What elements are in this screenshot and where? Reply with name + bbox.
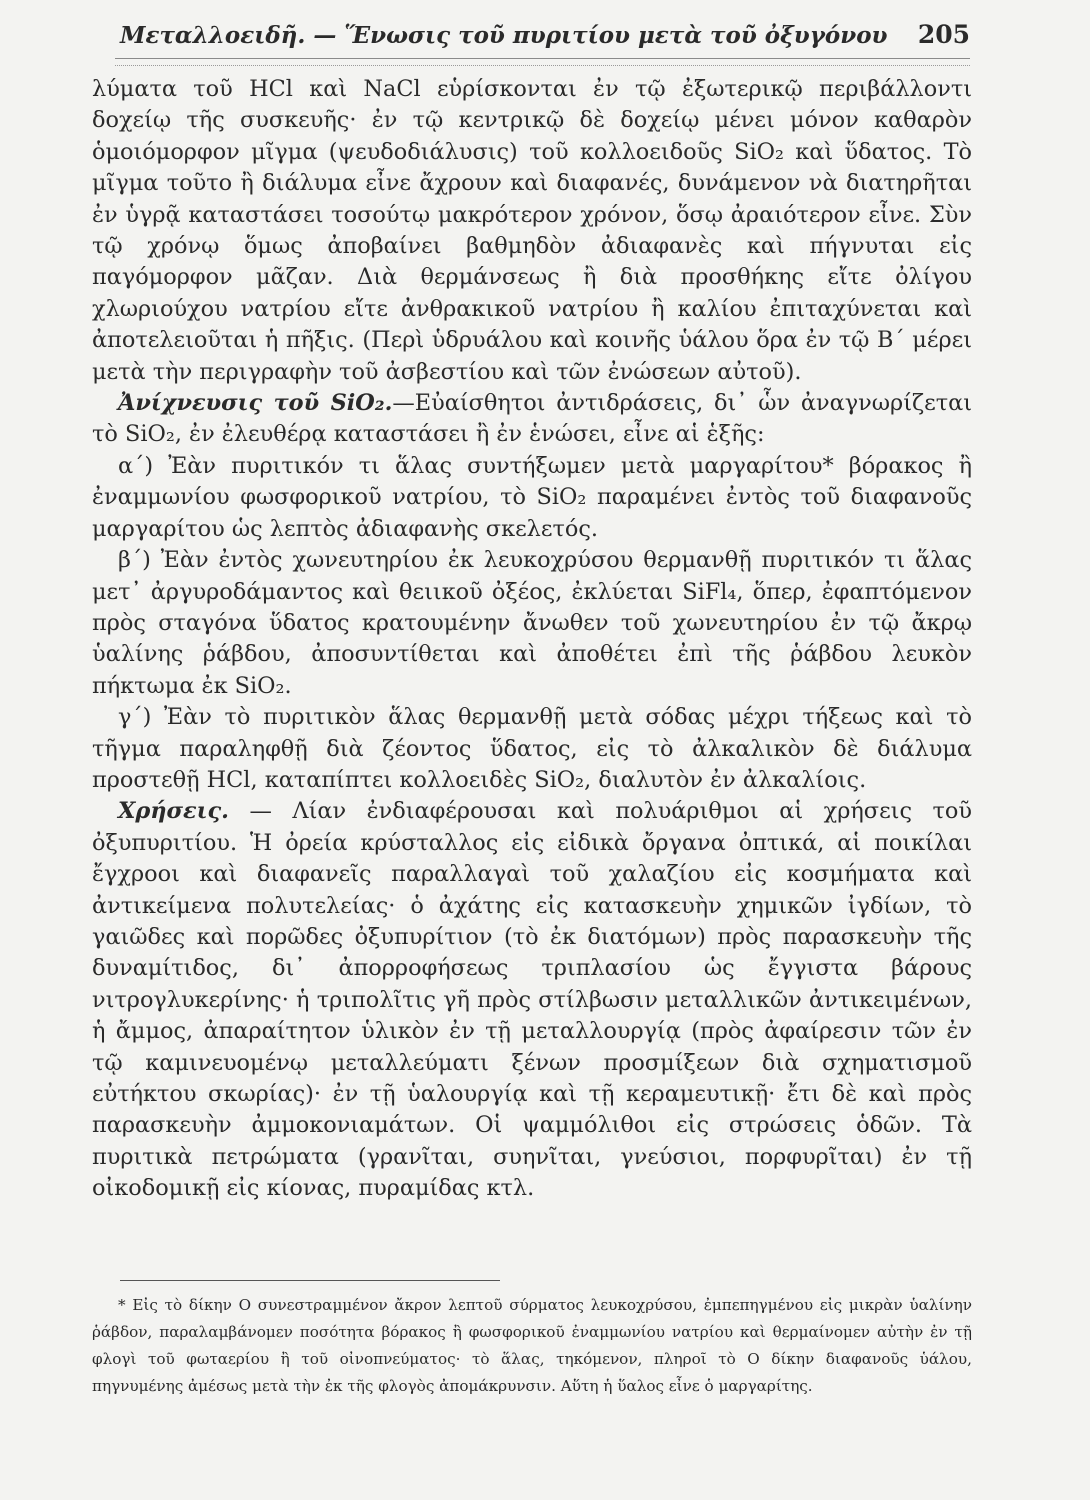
paragraph-detection [92, 388, 972, 451]
list-item-c [92, 702, 972, 796]
footnote: * Εἰς τὸ δίκην Ο συνεστραμμένον ἄκρον λεπτοῦ σύρματος λευκοχρύσου, ἐμπεπηγμένου εἰς μικρὰν ὑαλίνην ῥάβδον, παραλαμβάνομεν ποσότητα βόρακος ἢ φωσφορικοῦ ἐναμμωνίου νατρίου καὶ θερμαίνομεν αὐτὴν ἐν τῇ φλογὶ τοῦ φωταερίου ἢ τοῦ οἰνοπνεύματος· τὸ ἅλας, τηκόμενον, πληροῖ τὸ Ο δίκην διαφανοῦς ὑάλου, πηγνυμένης ἀμέσως μετὰ τὴν ἐκ τῆς φλογὸς ἀπομάκρυνσιν. Αὕτη ἡ ὕαλος εἶνε ὁ μαργαρίτης. [92, 1296, 972, 1395]
list-item-a [92, 451, 972, 545]
running-title: Μεταλλοειδῆ. — Ἕνωσις τοῦ πυριτίου μετὰ τοῦ ὀξυγόνου [120, 22, 888, 49]
header-rule [115, 58, 970, 66]
footnote-rule [120, 1280, 500, 1281]
list-item-b [92, 545, 972, 702]
item-label-b: β΄) [118, 547, 151, 574]
paragraph-uses-text: — Λίαν ἐνδιαφέρουσαι καὶ πολυάριθμοι αἱ χρήσεις τοῦ ὀξυπυριτίου. Ἡ ὀρεία κρύσταλλος εἰς εἰδικὰ ὄργανα ὀπτικά, αἱ ποικίλαι ἔγχροοι καὶ διαφανεῖς παραλλαγαὶ τοῦ χαλαζίου εἰς κοσμήματα καὶ ἀντικείμενα πολυτελείας· ὁ ἀχάτης εἰς κατασκευὴν χημικῶν ἰγδίων, τὸ γαιῶδες καὶ πορῶδες ὀξυπυρίτιον (τὸ ἐκ διατόμων) πρὸς παρασκευὴν τῆς δυναμίτιδος, δι᾽ ἀπορροφήσεως τριπλασίου ὡς ἔγγιστα βάρους νιτρογλυκερίνης· ἡ τριπολῖτις γῆ πρὸς στίλβωσιν μεταλλικῶν ἀντικειμένων, ἡ ἄμμος, ἀπαραίτητον ὑλικὸν ἐν τῇ μεταλλουργίᾳ (πρὸς ἀφαίρεσιν τῶν ἐν τῷ καμινευομένῳ μεταλλεύματι ξένων προσμίξεων διὰ σχηματισμοῦ εὐτήκτου σκωρίας)· ἐν τῇ ὑαλουργίᾳ καὶ τῇ κεραμευτικῇ· ἔτι δὲ καὶ πρὸς παρασκευὴν ἀμμοκονιαμάτων. Οἱ ψαμμόλιθοι εἰς στρώσεις ὁδῶν. Τὰ πυριτικὰ πετρώματα (γρανῖται, συηνῖται, γνεύσιοι, πορφυρῖται) ἐν τῇ οἰκοδομικῇ εἰς κίονας, πυραμίδας κτλ. [92, 798, 972, 1202]
paragraph-uses [92, 796, 972, 1204]
list-item-c-text: Ἐὰν τὸ πυριτικὸν ἅλας θερμανθῇ μετὰ σόδας μέχρι τήξεως καὶ τὸ τῆγμα παραληφθῇ διὰ ζέοντος ὕδατος, εἰς τὸ ἀλκαλικὸν δὲ διάλυμα προστεθῇ HCl, καταπίπτει κολλοειδὲς SiO₂, διαλυτὸν ἐν ἀλκαλίοις. [92, 704, 972, 793]
heading-uses: Χρήσεις. [118, 798, 229, 825]
main-text [92, 74, 972, 1205]
list-item-a-text: Ἐὰν πυριτικόν τι ἅλας συντήξωμεν μετὰ μαργαρίτου* βόρακος ἢ ἐναμμωνίου φωσφορικοῦ νατρίου, τὸ SiO₂ παραμένει ἐντὸς τοῦ διαφανοῦς μαργαρίτου ὡς λεπτὸς ἀδιαφανὴς σκελετός. [92, 452, 973, 542]
heading-detection: Ἀνίχνευσις τοῦ SiO₂. [118, 390, 393, 417]
running-header [120, 20, 970, 50]
page-number: 205 [917, 20, 970, 49]
paragraph-detection-text: —Εὐαίσθητοι ἀντιδράσεις, δι᾽ ὧν ἀναγνωρίζεται τὸ SiO₂, ἐν ἐλευθέρᾳ καταστάσει ἢ ἐν ἑνώσει, εἶνε αἱ ἑξῆς: [92, 390, 972, 448]
list-item-b-text: Ἐὰν ἐντὸς χωνευτηρίου ἐκ λευκοχρύσου θερμανθῇ πυριτικόν τι ἅλας μετ᾽ ἀργυροδάμαντος καὶ θειικοῦ ὀξέος, ἐκλύεται SiFl₄, ὅπερ, ἐφαπτόμενον πρὸς σταγόνα ὕδατος κρατουμένην ἄνωθεν τοῦ χωνευτηρίου ἐν τῷ ἄκρῳ ὑαλίνης ῥάβδου, ἀποσυντίθεται καὶ ἀποθέτει ἐπὶ τῆς ῥάβδου λευκὸν πήκτωμα ἐκ SiO₂. [92, 547, 972, 699]
item-label-c: γ΄) [118, 704, 152, 731]
paragraph-continuation: λύματα τοῦ HCl καὶ NaCl εὑρίσκονται ἐν τῷ ἐξωτερικῷ περιβάλλοντι δοχείῳ τῆς συσκευῆς· ἐν τῷ κεντρικῷ δὲ δοχείῳ μένει μόνον καθαρὸν ὁμοιόμορφον μῖγμα (ψευδοδιάλυσις) τοῦ κολλοειδοῦς SiO₂ καὶ ὕδατος. Τὸ μῖγμα τοῦτο ἢ διάλυμα εἶνε ἄχρουν καὶ διαφανές, δυνάμενον νὰ διατηρῆται ἐν ὑγρᾷ καταστάσει τοσούτῳ μακρότερον χρόνον, ὅσῳ ἀραιότερον εἶνε. Σὺν τῷ χρόνῳ ὅμως ἀποβαίνει βαθμηδὸν ἀδιαφανὲς καὶ πήγνυται εἰς παγόμορφον μᾶζαν. Διὰ θερμάνσεως ἢ διὰ προσθήκης εἴτε ὀλίγου χλωριούχου νατρίου εἴτε ἀνθρακικοῦ νατρίου ἢ καλίου ἐπιταχύνεται καὶ ἀποτελειοῦται ἡ πῆξις. (Περὶ ὑδρυάλου καὶ κοινῆς ὑάλου ὅρα ἐν τῷ Β΄ μέρει μετὰ τὴν περιγραφὴν τοῦ ἀσβεστίου καὶ τῶν ἐνώσεων αὐτοῦ). [92, 76, 972, 385]
item-label-a: α΄) [118, 452, 154, 479]
